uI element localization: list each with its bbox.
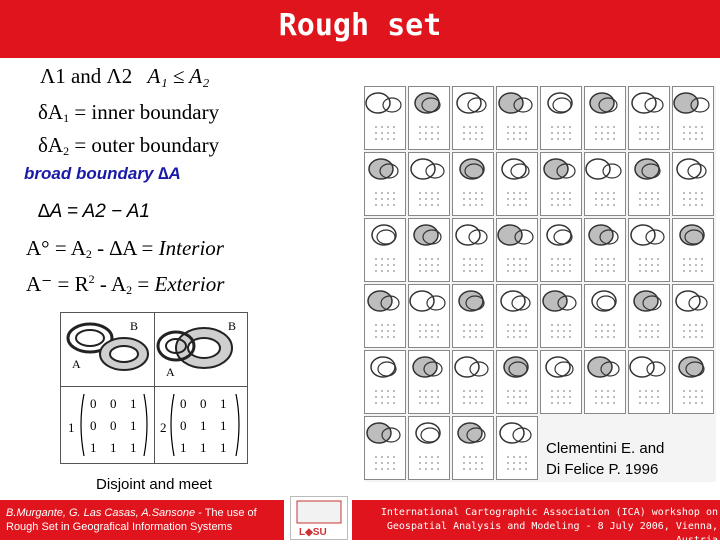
formula-exterior: [26, 272, 224, 298]
relation-thumbnail: [408, 416, 450, 480]
venn-label-a-left: A: [72, 357, 81, 371]
relation-thumbnail: [364, 350, 406, 414]
relation-thumbnail: [408, 218, 450, 282]
citation-line2: Di Felice P. 1996: [546, 461, 659, 478]
broad-boundary-label: broad boundary ∆A: [24, 164, 181, 183]
relation-thumbnail: [452, 284, 494, 348]
matrix-entry: 0: [90, 418, 97, 433]
footer-right-text: [352, 506, 718, 548]
citation: [546, 438, 664, 480]
formula-exterior-mid: - A: [94, 272, 127, 296]
relation-thumbnail: [408, 284, 450, 348]
relation-thumbnail: [496, 86, 538, 150]
region-a-inner: [76, 330, 104, 346]
footer-left-text: [6, 506, 286, 534]
footer-workshop: International Cartographic Association (ICA) workshop on: [380, 507, 718, 518]
relation-thumbnail: [496, 350, 538, 414]
relation-thumbnail: [584, 86, 626, 150]
matrix-entry: 1: [220, 418, 227, 433]
matrix-entry: 0: [110, 418, 117, 433]
matrix-entry: 1: [130, 396, 137, 411]
relation-thumbnail: [452, 86, 494, 150]
relation-thumbnail: [452, 416, 494, 480]
relation-thumbnail: [672, 86, 714, 150]
relation-thumbnail: [672, 350, 714, 414]
relation-thumbnail: [584, 350, 626, 414]
relation-thumbnail: [672, 152, 714, 216]
matrix-row-label-right: 2: [160, 420, 167, 435]
matrix-right-close-paren: [236, 394, 239, 456]
matrix-entry: 0: [180, 396, 187, 411]
relation-thumbnail: [628, 86, 670, 150]
matrix-left: [90, 396, 137, 455]
formula-outer-sub: 2: [63, 144, 70, 158]
relation-thumbnail: [584, 284, 626, 348]
relation-thumbnail: [584, 218, 626, 282]
venn-label-a-right: A: [166, 365, 175, 379]
relation-thumbnail: [628, 218, 670, 282]
formula-interior-sub: 2: [85, 247, 92, 261]
relation-thumbnail: [540, 152, 582, 216]
matrix-entry: 1: [130, 440, 137, 455]
venn-matrices: [60, 386, 248, 464]
matrix-entry: 1: [200, 440, 207, 455]
relation-thumbnail: [628, 284, 670, 348]
formula-outer-lhs: δA: [38, 133, 64, 157]
matrix-entry: 1: [130, 418, 137, 433]
matrix-entry: 1: [180, 440, 187, 455]
matrix-left-close-paren: [144, 394, 147, 456]
formula-exterior-sup: 2: [88, 272, 95, 286]
relation-thumbnail: [408, 152, 450, 216]
footer-paper-title: - The use of Rough Set in Geografical Information Systems: [6, 507, 257, 533]
relation-thumbnail: [540, 218, 582, 282]
relation-thumbnail: [408, 86, 450, 150]
relation-thumbnail: [496, 416, 538, 480]
formula-exterior-sub: 2: [126, 283, 133, 297]
matrix-entry: 0: [110, 396, 117, 411]
matrix-entry: 1: [200, 418, 207, 433]
formula-inner-sub: 1: [63, 111, 70, 125]
formula-inner-lhs: δA: [38, 100, 64, 124]
relation-thumbnail: [452, 218, 494, 282]
relation-thumbnail: [364, 152, 406, 216]
figure-caption: Disjoint and meet: [96, 476, 212, 493]
relation-thumbnail: [364, 416, 406, 480]
formula-line1-relation: A₁ ≤ A₂: [147, 64, 210, 88]
svg-text:L◆SU: L◆SU: [299, 527, 327, 538]
venn-meet: [158, 328, 232, 368]
matrix-row-label-left: 1: [68, 420, 75, 435]
matrix-entry: 0: [200, 396, 207, 411]
relation-thumbnail: [540, 86, 582, 150]
matrix-entry: 0: [90, 396, 97, 411]
matrix-entry: 1: [90, 440, 97, 455]
matrix-entry: 1: [110, 440, 117, 455]
matrix-right: [180, 396, 227, 455]
citation-line1: Clementini E. and: [546, 440, 665, 457]
relation-thumbnail: [672, 284, 714, 348]
relation-thumbnail: [408, 350, 450, 414]
venn-label-b-right: B: [228, 319, 237, 333]
formula-interior-word: Interior: [158, 236, 224, 260]
formula-exterior-lhs: A⁻ = R: [26, 272, 89, 296]
formula-exterior-eq: =: [132, 272, 155, 296]
formula-exterior-word: Exterior: [154, 272, 225, 296]
relation-thumbnail: [672, 218, 714, 282]
matrix-right-open-paren: [171, 394, 174, 456]
matrix-entry: 1: [220, 440, 227, 455]
formula-outer-boundary: [38, 133, 219, 159]
slide-title: Rough set: [278, 8, 442, 43]
relation-thumbnail: [628, 152, 670, 216]
relation-thumbnail: [540, 350, 582, 414]
formula-interior-lhs: A° = A: [26, 236, 86, 260]
relation-thumbnail: [496, 152, 538, 216]
relation-thumbnail: [496, 218, 538, 282]
formula-line1: [40, 64, 209, 89]
relation-thumbnail: [452, 350, 494, 414]
relation-thumbnail: [364, 218, 406, 282]
formula-outer-rhs: = outer boundary: [69, 133, 220, 157]
matrix-left-open-paren: [81, 394, 84, 456]
university-logo: [290, 496, 348, 540]
relation-thumbnail: [496, 284, 538, 348]
venn-label-b-left: B: [130, 319, 139, 333]
relation-thumbnail: [452, 152, 494, 216]
formula-inner-rhs: = inner boundary: [69, 100, 220, 124]
relation-thumbnail: [628, 350, 670, 414]
matrix-entry: 1: [220, 396, 227, 411]
formula-interior-rhs: - ∆A =: [91, 236, 159, 260]
footer-authors: B.Murgante, G. Las Casas, A.Sansone: [6, 507, 196, 519]
formula-inner-boundary: [38, 100, 219, 126]
relation-thumbnail: [364, 86, 406, 150]
venn-diagrams: [60, 312, 248, 386]
relations-figure-grid: [364, 86, 716, 482]
region-b-inner: [110, 346, 138, 362]
relation-thumbnail: [364, 284, 406, 348]
relation-thumbnail: [584, 152, 626, 216]
formula-line1-prefix: Λ1 and Λ2: [40, 64, 133, 88]
formula-interior: [26, 236, 224, 262]
footer-venue: Geospatial Analysis and Modeling - 8 July 2006, Vienna, Austria: [386, 521, 718, 546]
boundary-difference: ∆A = A2 − A1: [38, 201, 150, 222]
matrix-entry: 0: [180, 418, 187, 433]
relation-thumbnail: [540, 284, 582, 348]
